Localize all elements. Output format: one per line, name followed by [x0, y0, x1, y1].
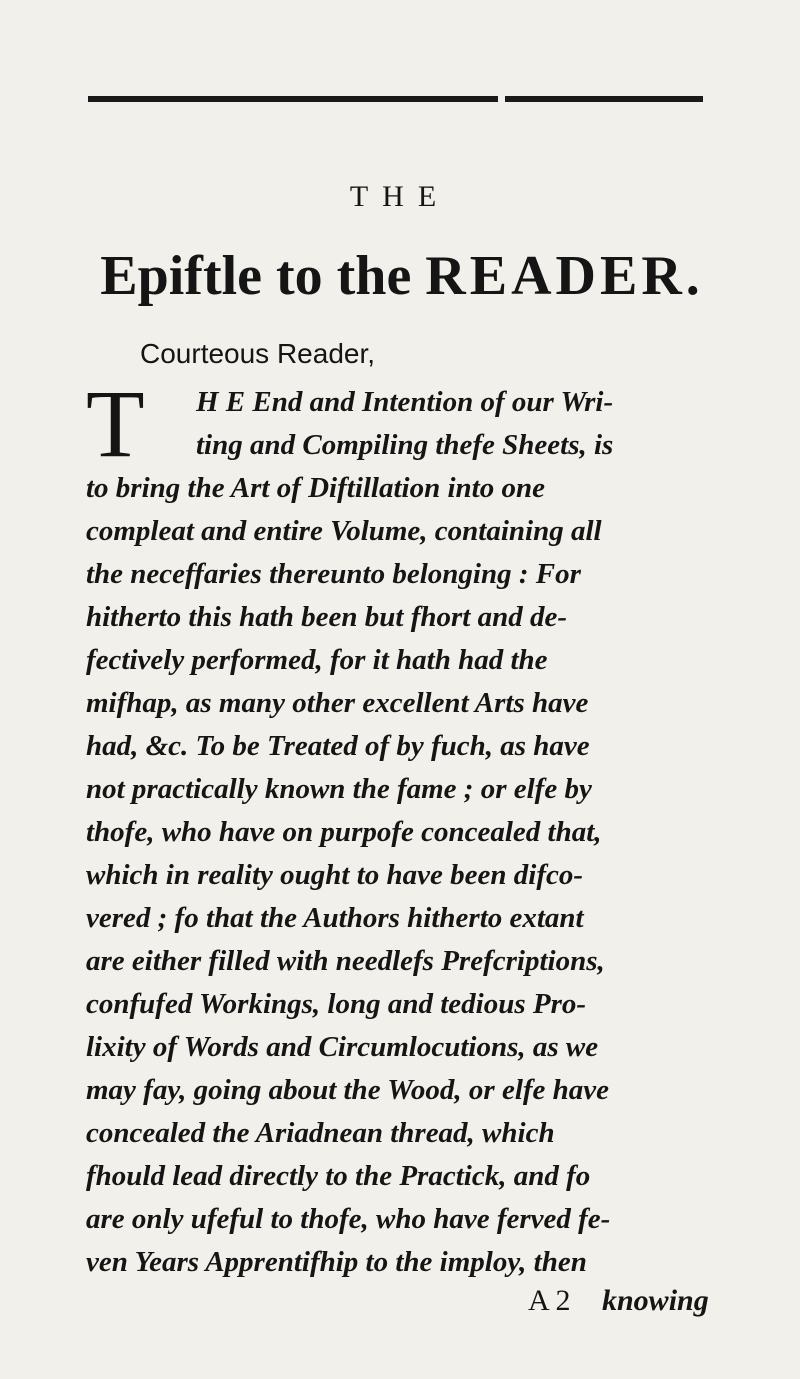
title-suffix: .: [685, 245, 700, 307]
body-line: lixity of Words and Circumlocutions, as we: [86, 1031, 599, 1063]
body-line: fectively performed, for it hath had the: [86, 644, 548, 676]
body-line: vered ; fo that the Authors hitherto extant: [86, 902, 584, 934]
top-rule-right: [505, 96, 703, 102]
body-line: fhould lead directly to the Practick, and fo: [86, 1160, 591, 1192]
top-rule-left: [88, 96, 498, 102]
body-line: are only ufeful to thofe, who have ferved fe-: [86, 1203, 611, 1235]
body-line: confufed Workings, long and tedious Pro-: [86, 988, 587, 1020]
body-line: thofe, who have on purpofe concealed that,: [86, 816, 602, 848]
drop-cap: T: [86, 370, 145, 477]
body-line: are either filled with needlefs Prefcriptions,: [86, 945, 605, 977]
body-line: hitherto this hath been but fhort and de-: [86, 601, 568, 633]
title-prefix: Epiftle to the: [100, 245, 426, 307]
body-line: may fay, going about the Wood, or elfe have: [86, 1074, 610, 1106]
body-line: to bring the Art of Diftillation into one: [86, 472, 545, 504]
body-line: ting and Compiling thefe Sheets, is: [196, 429, 614, 461]
body-line: had, &c. To be Treated of by fuch, as have: [86, 730, 590, 762]
catchword: knowing: [602, 1284, 709, 1317]
page-title: [0, 244, 800, 308]
body-line: mifhap, as many other excellent Arts have: [86, 687, 589, 719]
body-line: ven Years Apprentifhip to the imploy, then: [86, 1246, 587, 1278]
body-line: which in reality ought to have been difco-: [86, 859, 584, 891]
salutation: Courteous Reader,: [140, 338, 376, 369]
body-line: concealed the Ariadnean thread, which: [86, 1117, 555, 1149]
body-line: compleat and entire Volume, containing all: [86, 515, 602, 547]
body-line: not practically known the fame ; or elfe by: [86, 773, 592, 805]
heading-the: THE: [349, 180, 451, 213]
body-line: the neceffaries thereunto belonging : For: [86, 558, 581, 590]
body-line: H E End and Intention of our Wri-: [196, 386, 614, 418]
title-caps: READER: [425, 245, 686, 307]
signature-mark: A 2: [528, 1284, 571, 1317]
